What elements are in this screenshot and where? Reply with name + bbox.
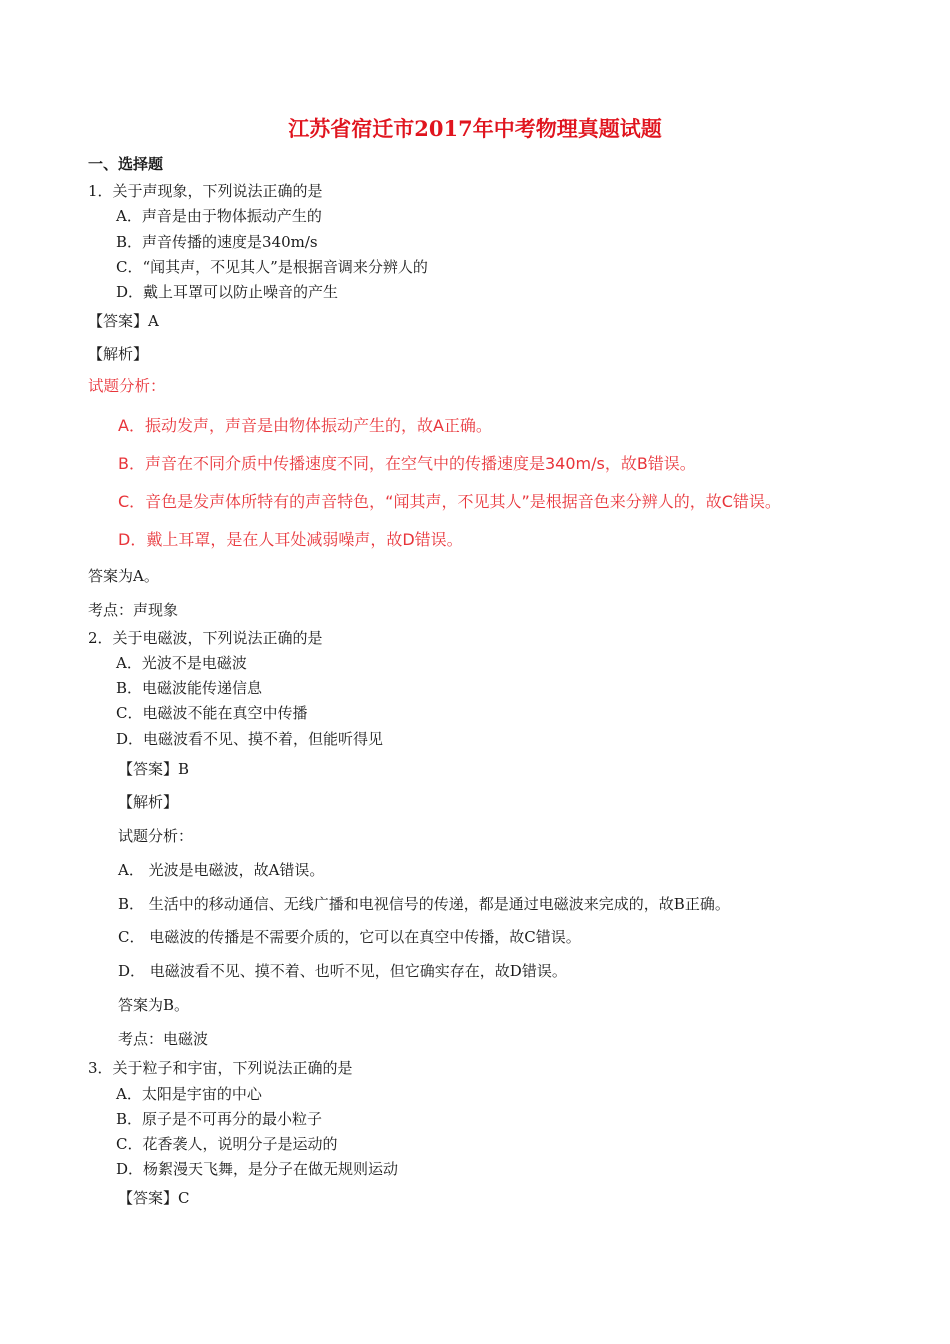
q2-answer: 【答案】B [118, 760, 190, 778]
q2-option-b: B．电磁波能传递信息 [116, 679, 263, 697]
q3-answer: 【答案】C [118, 1189, 190, 1207]
q1-option-d: D．戴上耳罩可以防止噪音的产生 [116, 283, 339, 301]
q3-option-a: A．太阳是宇宙的中心 [116, 1085, 262, 1103]
q3-option-c: C．花香袭人，说明分子是运动的 [116, 1135, 338, 1153]
q1-option-c: C．“闻其声，不见其人”是根据音调来分辨人的 [116, 258, 428, 276]
q2-option-c: C．电磁波不能在真空中传播 [116, 704, 308, 722]
q1-option-b: B．声音传播的速度是340m/s [116, 233, 318, 251]
q3-option-d: D．杨絮漫天飞舞，是分子在做无规则运动 [116, 1160, 399, 1178]
q1-option-a: A．声音是由于物体振动产生的 [116, 207, 322, 225]
q3-stem: 3．关于粒子和宇宙，下列说法正确的是 [88, 1059, 353, 1077]
q1-analysis-title: 试题分析： [88, 377, 166, 395]
q2-analysis-label: 【解析】 [118, 793, 179, 811]
q1-analysis-line-a: A．振动发声，声音是由物体振动产生的，故A正确。 [118, 416, 492, 435]
q2-analysis-line-a: A． 光波是电磁波，故A错误。 [118, 861, 325, 879]
q2-conclusion: 答案为B。 [118, 996, 190, 1014]
q2-analysis-line-b: B． 生活中的移动通信、无线广播和电视信号的传递，都是通过电磁波来完成的，故B正确。 [118, 895, 730, 913]
section-heading: 一、选择题 [88, 155, 164, 173]
q2-point: 考点：电磁波 [118, 1030, 209, 1048]
q1-answer: 【答案】A [88, 312, 159, 330]
q2-analysis-line-c: C． 电磁波的传播是不需要介质的，它可以在真空中传播，故C错误。 [118, 928, 581, 946]
q1-analysis-line-d: D．戴上耳罩，是在人耳处减弱噪声，故D错误。 [118, 530, 463, 549]
q2-analysis-line-d: D． 电磁波看不见、摸不着、也听不见，但它确实存在，故D错误。 [118, 962, 567, 980]
q1-stem: 1．关于声现象，下列说法正确的是 [88, 182, 323, 200]
q1-analysis-label: 【解析】 [88, 345, 149, 363]
page-title: 江苏省宿迁市2017年中考物理真题试题 [288, 116, 662, 141]
q1-point: 考点：声现象 [88, 601, 179, 619]
q3-option-b: B．原子是不可再分的最小粒子 [116, 1110, 323, 1128]
q2-option-d: D．电磁波看不见、摸不着，但能听得见 [116, 730, 384, 748]
q1-analysis-line-c: C．音色是发声体所特有的声音特色，“闻其声，不见其人”是根据音色来分辨人的，故C错误。 [118, 492, 781, 511]
q2-stem: 2．关于电磁波，下列说法正确的是 [88, 629, 323, 647]
q1-analysis-line-b: B．声音在不同介质中传播速度不同，在空气中的传播速度是340m/s，故B错误。 [118, 454, 696, 473]
q2-option-a: A．光波不是电磁波 [116, 654, 247, 672]
q2-analysis-title: 试题分析： [118, 827, 194, 845]
q1-conclusion: 答案为A。 [88, 567, 159, 585]
